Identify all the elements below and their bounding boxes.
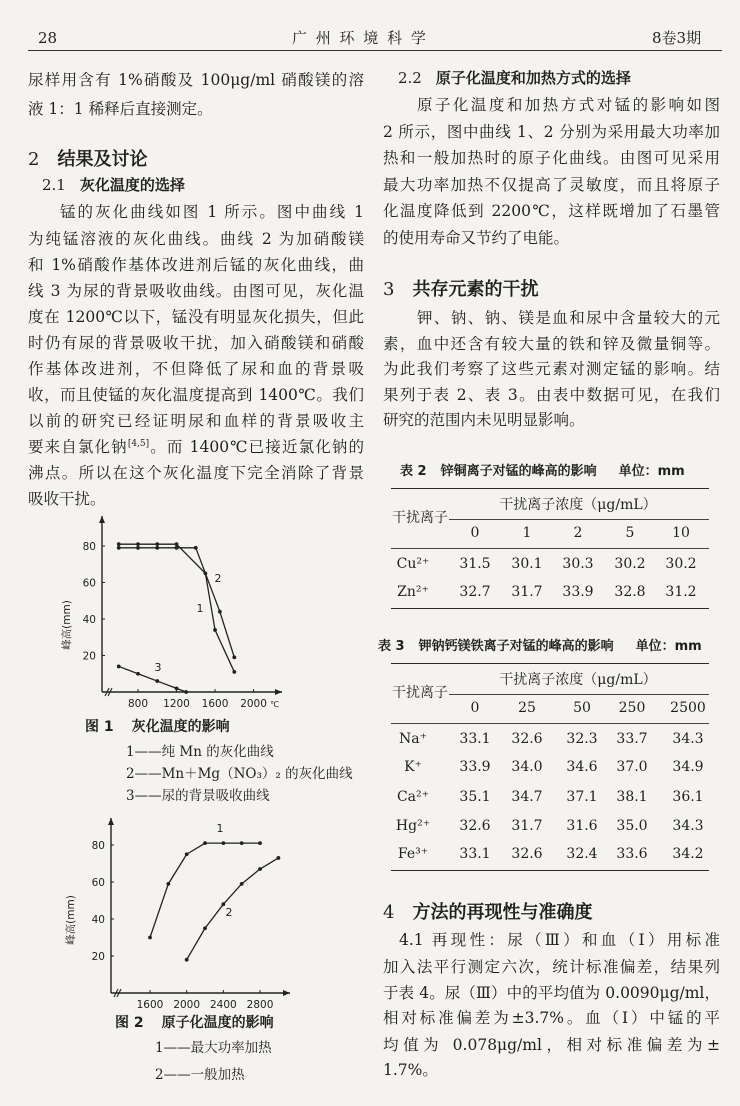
y-tick-label: 60 [91, 877, 105, 889]
table-row-label: Hg²⁺ [395, 818, 431, 834]
table-cell: 34.6 [566, 759, 598, 775]
x-tick-label: 1200 [163, 698, 190, 710]
table-cell: 31.7 [511, 818, 543, 834]
table-bottom-rule [391, 870, 709, 871]
table-cell: 34.3 [672, 731, 704, 747]
x-tick-label: 2000 [173, 999, 201, 1011]
text-fragment: 。而 1400℃已接近氯化钠的 [149, 438, 364, 456]
figure-2-legend-2: 2——一般加热 [155, 1067, 245, 1083]
paragraph-2-1-line: 度在 1200℃以下，锰没有明显灰化损失，但此 [28, 308, 364, 326]
subsection-heading-2-2 [398, 68, 631, 88]
subsection-heading-2-1 [42, 175, 185, 195]
series-1-data-point [232, 670, 236, 674]
table-column-header: 250 [618, 700, 646, 716]
x-tick-label: 2800 [246, 999, 274, 1011]
figure-1-legend-3: 3——尿的背景吸收曲线 [126, 788, 270, 804]
series-1-data-point [203, 841, 207, 845]
table-cell: 30.2 [614, 556, 646, 572]
table-cell: 33.9 [562, 584, 594, 600]
table-cell: 32.3 [566, 731, 598, 747]
series-1-data-point [136, 542, 140, 546]
y-axis-arrow-icon [99, 516, 105, 523]
series-3-data-point [175, 686, 179, 690]
figure-1-caption [85, 718, 230, 736]
table-column-header: 0 [470, 525, 480, 541]
paragraph-3-line: 素，血中还含有较大量的铁和锌及微量铜等。 [383, 335, 720, 353]
series-2-data-point [258, 867, 262, 871]
section-heading-2 [28, 149, 147, 171]
table-column-header: 10 [672, 525, 690, 541]
x-tick-label: 1600 [136, 999, 164, 1011]
paragraph-2-2-line: 最大功率加热不仅提高了灵敏度，而且将原子 [383, 176, 720, 194]
paragraph-3-line: 为此我们考察了这些元素对测定锰的影响。结 [383, 360, 720, 378]
table-cell: 35.1 [459, 789, 491, 805]
table-caption: 钾钠钙镁铁离子对锰的峰高的影响 [418, 639, 614, 654]
series-1-data-point [166, 882, 170, 886]
paragraph-2-1-line: 为纯锰溶液的灰化曲线。曲线 2 为加硝酸镁 [28, 230, 364, 248]
section-title: 共存元素的干扰 [412, 279, 539, 300]
series-2-curve-label: 2 [225, 906, 233, 919]
section-number: 3 [383, 279, 395, 300]
table-cell: 32.6 [511, 846, 543, 862]
text-fragment: 要来自氯化钠 [28, 438, 128, 456]
paragraph-3-line: 果列于表 2、表 3。由表中数据可见，在我们 [383, 386, 720, 404]
table-cell: 32.4 [566, 846, 598, 862]
x-axis-title: ℃ [270, 700, 279, 709]
table-cell: 33.7 [616, 731, 648, 747]
table-header-rule [391, 723, 709, 724]
table-group-rule [449, 694, 709, 695]
table-cell: 33.6 [616, 846, 648, 862]
table-column-header: 0 [470, 700, 480, 716]
table-cell: 32.8 [614, 584, 646, 600]
y-tick-label: 80 [91, 840, 105, 852]
table-column-header: 2500 [670, 700, 706, 716]
paragraph-2-1-line: 作基体改进剂，不但降低了尿和血的背景吸 [28, 360, 364, 378]
table-cell: 33.9 [459, 759, 491, 775]
figure-2-legend-1: 1——最大功率加热 [155, 1040, 272, 1056]
paragraph-4-1-line: 于表 4。尿（Ⅲ）中的平均值为 0.0090μg/ml， [383, 984, 720, 1002]
paragraph-2-1-line: 沸点。所以在这个灰化温度下完全消除了背景 [28, 464, 364, 482]
paragraph-3-line: 钾、钠、钠、镁是血和尿中含量较大的元 [417, 309, 720, 327]
paragraph-4-1-line: 1.7%。 [383, 1061, 438, 1079]
figure-title: 原子化温度的影响 [161, 1015, 274, 1031]
table-group-rule [449, 519, 709, 520]
table-cell: 35.0 [616, 818, 648, 834]
table-cell: 30.2 [665, 556, 697, 572]
table-cell: 36.1 [672, 789, 704, 805]
figure-2-chart [55, 812, 300, 1017]
series-1-curve-label: 1 [196, 602, 204, 615]
series-2-data-point [175, 546, 179, 550]
series-2-data-point [194, 546, 198, 550]
series-2-data-point [232, 655, 236, 659]
series-3-data-point [155, 679, 159, 683]
section-title: 方法的再现性与准确度 [412, 902, 593, 923]
figure-label: 图 2 [115, 1015, 144, 1031]
subsection-number: 2.2 [398, 69, 422, 87]
series-1-data-point [148, 936, 152, 940]
table2-title [400, 463, 685, 481]
table-cell: 37.1 [566, 789, 598, 805]
series-3-curve-label: 3 [154, 661, 162, 674]
series-2-data-point [240, 882, 244, 886]
paragraph-3-line: 研究的范围内未见明显影响。 [383, 411, 585, 429]
paragraph-2-1-line: 线 3 为尿的背景吸收曲线。由图可见，灰化温 [28, 282, 364, 300]
figure-1-legend-1: 1——纯 Mn 的灰化曲线 [126, 744, 274, 760]
y-tick-label: 20 [91, 951, 105, 963]
figure-label: 图 1 [85, 719, 114, 735]
table-cell: 34.2 [672, 846, 704, 862]
table-cell: 34.3 [672, 818, 704, 834]
subsection-title: 原子化温度和加热方式的选择 [435, 69, 631, 87]
table-bottom-rule [391, 608, 709, 609]
table-cell: 31.2 [665, 584, 697, 600]
series-3-data-point [117, 665, 121, 669]
table-cell: 34.0 [511, 759, 543, 775]
x-tick-label: 800 [127, 698, 149, 710]
series-1-data-point [213, 628, 217, 632]
table-header-rule [391, 548, 709, 549]
figure-2-caption [115, 1014, 274, 1032]
series-2-data-point [203, 926, 207, 930]
table-cell: 31.6 [566, 818, 598, 834]
table-row-label: Na⁺ [399, 731, 427, 747]
series-2-data-point [136, 546, 140, 550]
series-1-curve-label: 1 [216, 822, 224, 835]
series-1-line [150, 843, 260, 937]
paragraph-2-2-line: 化温度降低到 2200℃，这样既增加了石墨管 [383, 202, 720, 220]
series-3-data-point [184, 690, 188, 694]
table-unit: 单位：mm [618, 464, 685, 479]
y-tick-label: 80 [82, 541, 96, 553]
table-cell: 37.0 [616, 759, 648, 775]
series-2-line [187, 858, 279, 960]
table-cell: 38.1 [616, 789, 648, 805]
paragraph-2-1-line: 吸收干扰。 [28, 490, 106, 508]
y-axis-title: 峰高(mm) [65, 895, 77, 945]
x-tick-label: 1600 [201, 698, 229, 710]
paragraph-2-1-line: 收，而且使锰的灰化温度提高到 1400℃。我们 [28, 386, 364, 404]
section-heading-3 [383, 279, 538, 301]
series-1-data-point [240, 841, 244, 845]
series-1-line [119, 544, 235, 672]
section-number: 4 [383, 902, 395, 923]
subsection-number: 2.1 [42, 176, 66, 194]
x-axis-arrow-icon [283, 990, 290, 996]
table-row-label: Zn²⁺ [397, 584, 429, 600]
table-number: 表 2 [400, 464, 427, 479]
table-cell: 33.1 [459, 846, 491, 862]
paragraph-2-2-line: 2 所示，图中曲线 1、2 分别为采用最大功率加 [383, 123, 720, 141]
table-column-header: 5 [625, 525, 635, 541]
figure-1-chart [50, 505, 300, 720]
y-tick-label: 60 [82, 577, 96, 590]
subsection-title: 灰化温度的选择 [79, 176, 185, 194]
table-row-label: Cu²⁺ [396, 556, 430, 572]
paragraph-2-1-line: 时仍有尿的背景吸收干扰，加入硝酸镁和硝酸 [28, 334, 364, 352]
y-axis-title: 峰高(mm) [61, 600, 73, 650]
table-group-header: 干扰离子浓度（μg/mL） [499, 672, 657, 688]
paragraph-2-1-line: 和 1%硝酸作基体改进剂后锰的灰化曲线，曲 [28, 256, 364, 274]
series-1-data-point [117, 542, 121, 546]
citation-superscript: [4,5] [127, 439, 150, 449]
paragraph-2-2-line: 热和一般加热时的原子化曲线。由图可见采用 [383, 149, 720, 167]
table-row-header: 干扰离子 [392, 685, 448, 701]
table-unit: 单位：mm [635, 639, 702, 654]
paragraph-4-1-line: 加入法平行测定六次，统计标准偏差，结果列 [383, 958, 720, 976]
table-caption: 锌铜离子对锰的峰高的影响 [440, 464, 597, 479]
series-2-data-point [276, 856, 280, 860]
table-column-header: 50 [573, 700, 591, 716]
paragraph-4-1-line: 相对标准偏差为±3.7%。血（Ⅰ）中锰的平 [383, 1009, 720, 1027]
y-axis-arrow-icon [108, 818, 114, 825]
table-group-header: 干扰离子浓度（μg/mL） [499, 497, 657, 513]
paragraph-2-2-line: 原子化温度和加热方式对锰的影响如图 [417, 96, 720, 114]
section-title: 结果及讨论 [57, 149, 148, 170]
journal-title: 广 州 环 境 科 学 [292, 29, 428, 47]
table-row-label: Ca²⁺ [396, 789, 430, 805]
table-cell: 30.3 [562, 556, 594, 572]
table-cell: 31.5 [459, 556, 491, 572]
series-2-curve-label: 2 [214, 572, 222, 585]
table-cell: 31.7 [511, 584, 543, 600]
table-cell: 34.9 [672, 759, 704, 775]
y-tick-label: 40 [91, 914, 105, 926]
series-2-data-point [218, 610, 222, 614]
table-row-header: 干扰离子 [392, 510, 448, 526]
series-1-data-point [155, 542, 159, 546]
header-rule [28, 50, 722, 51]
table-column-header: 1 [522, 525, 532, 541]
y-tick-label: 40 [82, 614, 96, 626]
paragraph-4-1-line: 4.1 再现性：尿（Ⅲ）和血（Ⅰ）用标准 [399, 931, 720, 949]
table3-title [378, 638, 702, 656]
table-column-header: 2 [573, 525, 583, 541]
paragraph-4-1-line: 均值为 0.078μg/ml，相对标准偏差为± [383, 1036, 720, 1054]
table-cell: 30.1 [511, 556, 543, 572]
x-tick-label: 2000 [240, 698, 267, 710]
table-cell: 34.7 [511, 789, 543, 805]
table-cell: 33.1 [459, 731, 491, 747]
figure-1-legend-2: 2——Mn＋Mg（NO₃）₂ 的灰化曲线 [126, 766, 353, 782]
series-3-data-point [136, 672, 140, 676]
section-heading-4 [383, 902, 592, 924]
paragraph-2-1-line [28, 437, 364, 457]
section-number: 2 [28, 149, 40, 170]
paragraph-2-2-line: 的使用寿命又节约了电能。 [383, 229, 570, 247]
paragraph-2-1-line: 锰的灰化曲线如图 1 所示。图中曲线 1 [60, 203, 364, 221]
series-1-data-point [175, 542, 179, 546]
table-cell: 32.6 [459, 818, 491, 834]
intro-paragraph-line: 液 1：1 稀释后直接测定。 [28, 100, 213, 118]
series-1-data-point [258, 841, 262, 845]
paragraph-2-1-line: 以前的研究已经证明尿和血样的背景吸收主 [28, 412, 364, 430]
series-2-line [119, 548, 235, 658]
series-1-data-point [185, 852, 189, 856]
table-cell: 32.6 [511, 731, 543, 747]
figure-title: 灰化温度的影响 [131, 719, 230, 735]
table-row-label: Fe³⁺ [397, 846, 429, 862]
table-row-label: K⁺ [404, 759, 422, 775]
x-tick-label: 2400 [209, 999, 237, 1011]
page-number: 28 [38, 29, 58, 47]
table-column-header: 25 [518, 700, 536, 716]
table-cell: 32.7 [459, 584, 491, 600]
y-tick-label: 20 [82, 650, 96, 663]
series-2-data-point [117, 546, 121, 550]
table-top-rule [391, 663, 709, 664]
table-number: 表 3 [378, 639, 405, 654]
x-axis-arrow-icon [275, 689, 282, 695]
intro-paragraph-line: 尿样用含有 1%硝酸及 100μg/ml 硝酸镁的溶 [28, 71, 364, 89]
series-1-data-point [221, 841, 225, 845]
table-top-rule [391, 488, 709, 489]
series-2-data-point [155, 546, 159, 550]
issue-label: 8卷3期 [652, 29, 702, 47]
series-2-data-point [185, 958, 189, 962]
